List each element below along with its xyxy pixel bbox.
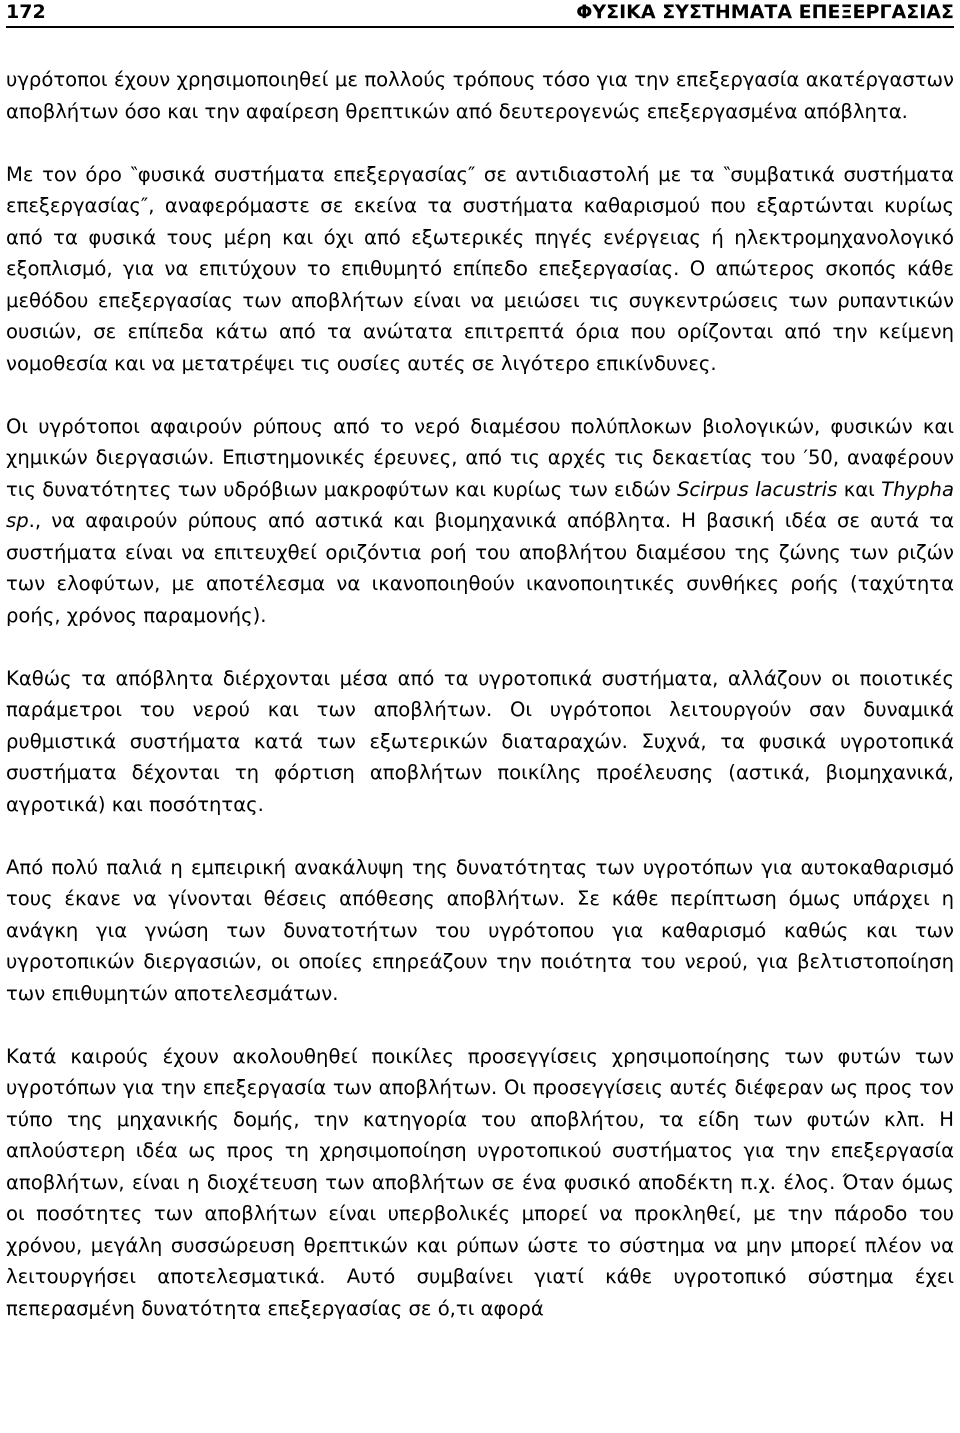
paragraph-4: Καθώς τα απόβλητα διέρχονται μέσα από τα υγροτοπικά συστήματα, αλλάζουν οι ποιοτικές παράμετροι του νερού και των αποβλήτων. Οι υγρότοποι λειτουργούν σαν δυναμικά ρυθμιστικά συστήματα κατά των εξωτερικών διαταραχών. Συχνά, τα φυσικά υγροτοπικά συστήματα δέχονται τη φόρτιση αποβλήτων ποικίλης προέλευσης (αστικά, βιομηχανικά, αγροτικά) και ποσότητας. <box>6 666 954 816</box>
species-name-thypha: Thypha sp <box>6 477 954 532</box>
page-number: 172 <box>6 1 46 23</box>
paragraph-2: Με τον όρο ‶φυσικά συστήματα επεξεργασίας″ σε αντιδιαστολή με τα ‶συμβατικά συστήματα επεξεργασίας″, αναφερόμαστε σε εκείνα τα συστήματα καθαρισμού που εξαρτώνται κυρίως από τα φυσικά τους μέρη και όχι από εξωτερικές πηγές ενέργειας ή ηλεκτρομηχανολογικό εξοπλισμό, για να επιτύχουν το επιθυμητό επίπεδο επεξεργασίας. Ο απώτερος σκοπός κάθε μεθόδου επεξεργασίας των αποβλήτων είναι να μειώσει τις συγκεντρώσεις των ρυπαντικών ουσιών, σε επίπεδα κάτω από τα ανώτατα επιτρεπτά όρια που ορίζονται από την κείμενη νομοθεσία και να μετατρέψει τις ουσίες αυτές σε λιγότερο επικίνδυνες. <box>6 162 954 375</box>
body-text <box>6 64 954 1324</box>
paragraph-5: Από πολύ παλιά η εμπειρική ανακάλυψη της δυνατότητας των υγροτόπων για αυτοκαθαρισμό τους έκανε να γίνονται θέσεις απόθεσης αποβλήτων. Σε κάθε περίπτωση όμως υπάρχει η ανάγκη για γνώση των δυνατοτήτων του υγρότοπου για καθαρισμό καθώς και των υγροτοπικών διεργασιών, οι οποίες επηρεάζουν την ποιότητα του νερού, για βελτιστοποίηση των επιθυμητών αποτελεσμάτων. <box>6 855 954 1005</box>
paragraph-3-text-c: ., να αφαιρούν ρύπους από αστικά και βιομηχανικά απόβλητα. Η βασική ιδέα σε αυτά τα συστήματα είναι να επιτευχθεί οριζόντια ροή του αποβλήτου διαμέσου της ζώνης των ριζών των ελοφύτων, με αποτέλεσμα να ικανοποιηθούν ικανοποιητικές συνθήκες ροής (ταχύτητα ροής, χρόνος παραμονής). <box>6 509 954 627</box>
page-header <box>6 0 954 28</box>
paragraph-3 <box>6 411 954 632</box>
paragraph-1: υγρότοποι έχουν χρησιμοποιηθεί με πολλούς τρόπους τόσο για την επεξεργασία ακατέργαστων αποβλήτων όσο και την αφαίρεση θρεπτικών από δευτερογενώς επεξεργασμένα απόβλητα. <box>6 68 954 123</box>
paragraph-6: Κατά καιρούς έχουν ακολουθηθεί ποικίλες προσεγγίσεις χρησιμοποίησης των φυτών των υγροτόπων για την επεξεργασία των αποβλήτων. Οι προσεγγίσεις αυτές διέφεραν ως προς τον τύπο της μηχανικής δομής, την κατηγορία του αποβλήτου, τα είδη των φυτών κλπ. Η απλούστερη ιδέα ως προς τη χρησιμοποίηση υγροτοπικού συστήματος για την επεξεργασία αποβλήτων, είναι η διοχέτευση των αποβλήτων σε ένα φυσικό αποδέκτη π.χ. έλος. Όταν όμως οι ποσότητες των αποβλήτων είναι υπερβολικές μπορεί να προκληθεί, με την πάροδο του χρόνου, μεγάλη συσσώρευση θρεπτικών και ρύπων ώστε το σύστημα να μην μπορεί πλέον να λειτουργήσει αποτελεσματικά. Αυτό συμβαίνει γιατί κάθε υγροτοπικό σύστημα έχει πεπερασμένη δυνατότητα επεξεργασίας σε ό,τι αφορά <box>6 1044 954 1320</box>
paragraph-3-text-a: Οι υγρότοποι αφαιρούν ρύπους από το νερό διαμέσου πολύπλοκων βιολογικών, φυσικών και χημικών διεργασιών. Επιστημονικές έρευνες, από τις αρχές τις δεκαετίας του ′50, αναφέρουν τις δυνατότητες των υδρόβιων μακροφύτων και κυρίως των ειδών <box>6 414 954 501</box>
running-title: ΦΥΣΙΚΑ ΣΥΣΤΗΜΑΤΑ ΕΠΕΞΕΡΓΑΣΙΑΣ <box>576 1 954 23</box>
species-name-scirpus: Scirpus lacustris <box>676 477 838 501</box>
paragraph-3-text-b: και <box>837 477 882 501</box>
